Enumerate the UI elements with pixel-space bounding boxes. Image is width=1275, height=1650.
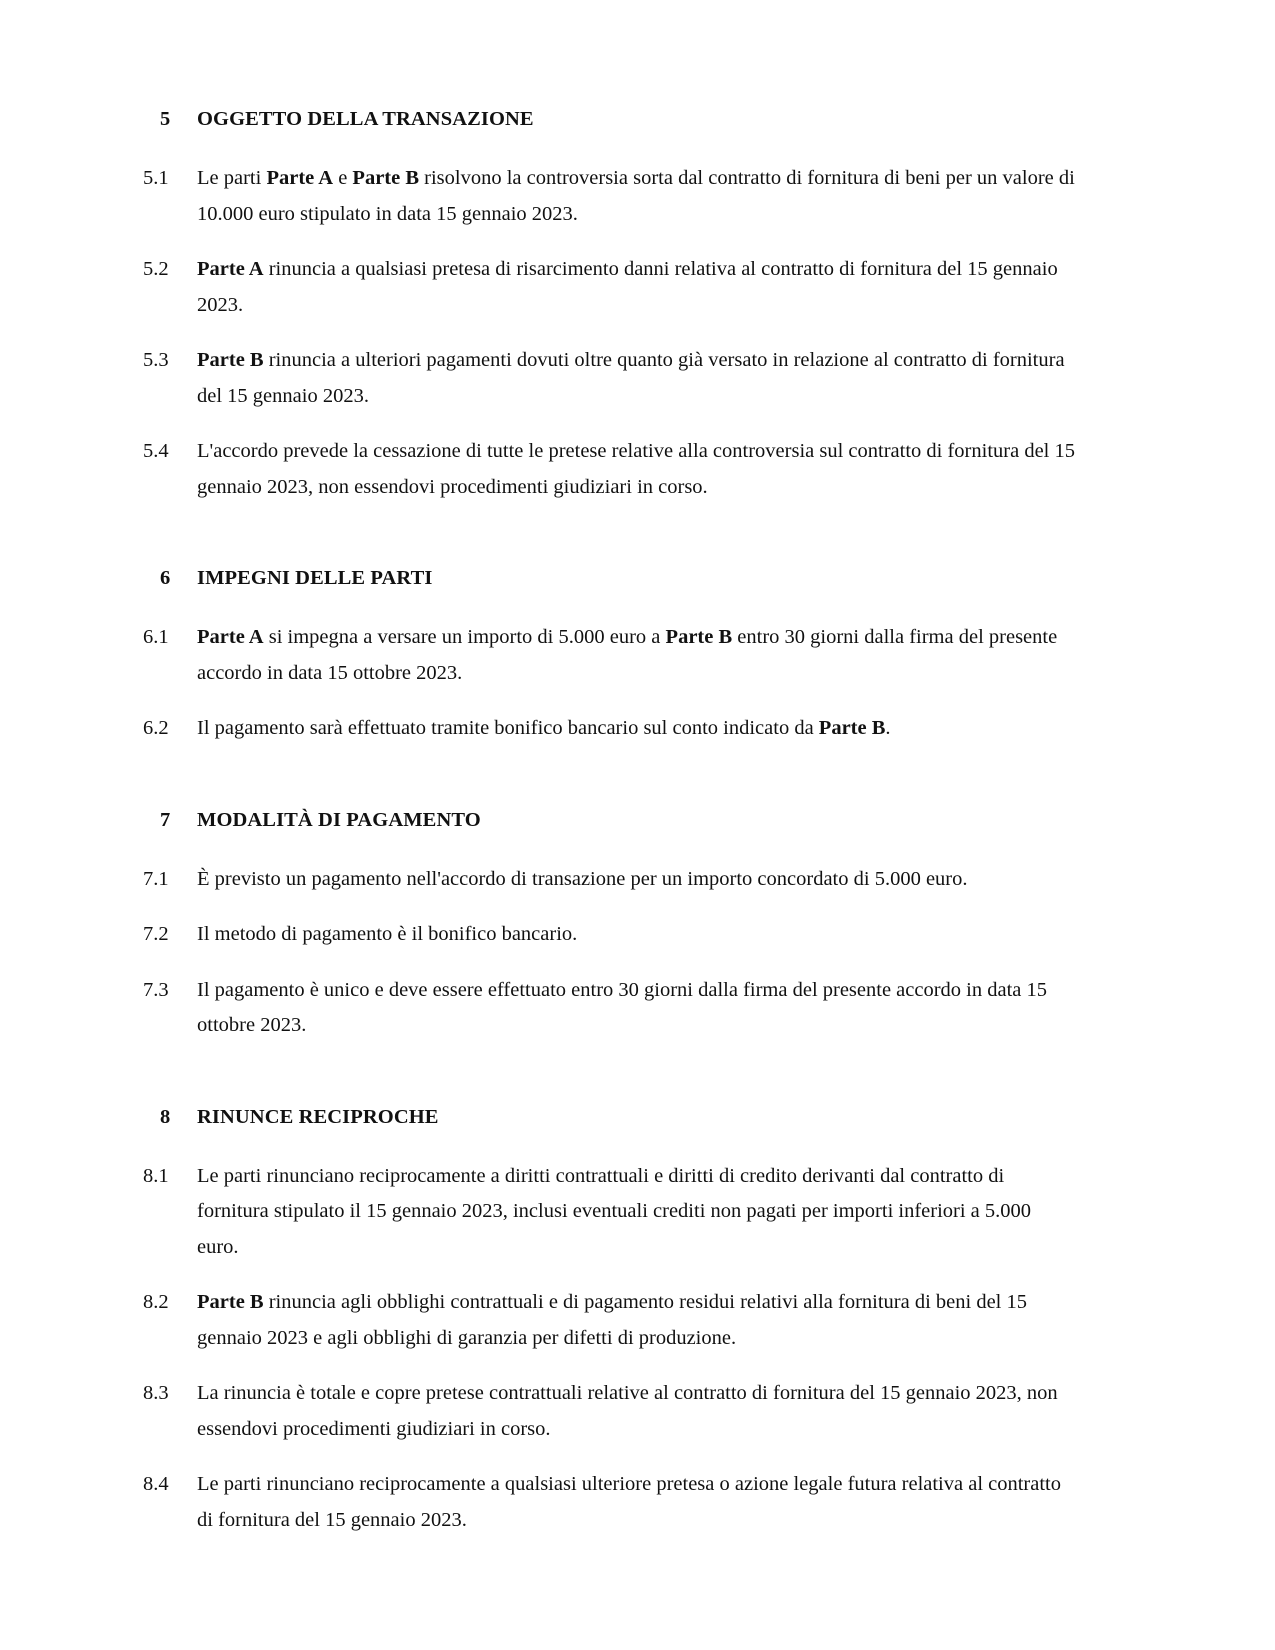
clause [143, 141, 1075, 232]
party-reference: Parte B [352, 167, 420, 189]
clause [143, 953, 1075, 1044]
clause-number: 7.2 [143, 923, 169, 945]
clause-text-run: L'accordo prevede la cessazione di tutte le pretese relative alla controversia sul contratto di fornitura del 15 gennaio 2023, non essendovi procedimenti giudiziari in corso. [197, 440, 1075, 498]
clause-text-run: si impegna a versare un importo di 5.000 euro a [263, 626, 666, 648]
clause-number: 6.1 [143, 626, 169, 648]
clause-text-run: rinuncia agli obblighi contrattuali e di pagamento residui relativi alla fornitura di beni del 15 gennaio 2023 e agli obblighi di garanzia per difetti di produzione. [197, 1291, 1028, 1349]
clause-text [197, 161, 1075, 232]
clause [143, 600, 1075, 691]
clause-text-run: Il pagamento sarà effettuato tramite bonifico bancario sul conto indicato da [197, 717, 819, 739]
document-section [143, 108, 1075, 505]
clause-text-run: risolvono la controversia sorta dal contratto di fornitura di beni per un valore di 10.000 euro stipulato in data 15 gennaio 2023. [197, 167, 1075, 225]
party-reference: Parte A [266, 167, 334, 189]
clause [143, 1356, 1075, 1447]
party-reference: Parte B [818, 717, 886, 739]
document-section [143, 809, 1075, 1044]
section-heading [143, 1106, 1075, 1129]
clause-text [197, 711, 1075, 747]
clause-text-run: e [333, 167, 353, 189]
section-heading [143, 567, 1075, 590]
clause-text [197, 1467, 1075, 1538]
clause-number: 8.4 [143, 1473, 169, 1495]
clause-text-run: rinuncia a qualsiasi pretesa di risarcimento danni relativa al contratto di fornitura del 15 gennaio 2023. [197, 258, 1058, 316]
clause-number: 7.1 [143, 867, 169, 890]
party-reference: Parte A [197, 258, 264, 280]
section-number: 5 [160, 108, 171, 130]
party-reference: Parte B [197, 349, 264, 371]
section-number: 8 [160, 1105, 171, 1128]
clause-number: 6.2 [143, 717, 169, 739]
clause-text-run: Le parti [197, 167, 267, 189]
clause-number: 5.1 [143, 167, 169, 189]
clause [143, 414, 1075, 505]
clause-text [197, 973, 1075, 1044]
clause-number: 5.3 [143, 349, 169, 371]
clause-text [197, 252, 1075, 323]
clause-text [197, 917, 1075, 953]
clause-text [197, 1376, 1075, 1447]
clause-number: 5.4 [143, 440, 169, 462]
clause-text-run: Le parti rinunciano reciprocamente a diritti contrattuali e diritti di credito derivanti dal contratto di fornitura stipulato il 15 gennaio 2023, inclusi eventuali crediti non pagati per importi inferiori a 5.000 euro. [197, 1164, 1032, 1258]
clause-text [197, 434, 1075, 505]
document-section [143, 567, 1075, 747]
clause-text-run: Le parti rinunciano reciprocamente a qualsiasi ulteriore pretesa o azione legale futura relativa al contratto di fornitura del 15 gennaio 2023. [197, 1473, 1062, 1531]
section-number: 7 [160, 808, 171, 831]
clause [143, 232, 1075, 323]
clause [143, 842, 1075, 898]
clause-text [197, 1159, 1075, 1266]
clause-number: 8.1 [143, 1164, 169, 1187]
party-reference: Parte B [665, 626, 733, 648]
clause-text [197, 620, 1075, 691]
section-heading [143, 108, 1075, 131]
clause-text-run: È previsto un pagamento nell'accordo di transazione per un importo concordato di 5.000 euro. [197, 867, 968, 890]
clause-number: 8.3 [143, 1382, 169, 1404]
document-section [143, 1106, 1075, 1539]
clause-text [197, 862, 1075, 898]
document-body [143, 108, 1075, 1538]
clause-number: 8.2 [143, 1291, 169, 1313]
clause-text [197, 343, 1075, 414]
clause [143, 1447, 1075, 1538]
party-reference: Parte A [197, 626, 264, 648]
section-title: OGGETTO DELLA TRANSAZIONE [197, 108, 534, 130]
clause-number: 5.2 [143, 258, 169, 280]
clause-text-run: entro 30 giorni dalla firma del presente accordo in data 15 ottobre 2023. [197, 626, 1058, 684]
clause-text-run: rinuncia a ulteriori pagamenti dovuti oltre quanto già versato in relazione al contratto di fornitura del 15 gennaio 2023. [197, 349, 1065, 407]
section-title: RINUNCE RECIPROCHE [197, 1105, 439, 1128]
clause [143, 691, 1075, 747]
clause-number: 7.3 [143, 978, 169, 1001]
clause-text-run: Il pagamento è unico e deve essere effettuato entro 30 giorni dalla firma del presente accordo in data 15 ottobre 2023. [197, 978, 1048, 1036]
section-number: 6 [160, 567, 171, 589]
clause-text-run: . [885, 717, 891, 739]
section-title: MODALITÀ DI PAGAMENTO [197, 808, 481, 831]
clause [143, 1265, 1075, 1356]
clause [143, 897, 1075, 953]
clause [143, 323, 1075, 414]
clause-text-run: Il metodo di pagamento è il bonifico bancario. [197, 923, 578, 945]
section-title: IMPEGNI DELLE PARTI [197, 567, 433, 589]
clause [143, 1139, 1075, 1266]
section-heading [143, 809, 1075, 832]
clause-text [197, 1285, 1075, 1356]
clause-text-run: La rinuncia è totale e copre pretese contrattuali relative al contratto di fornitura del 15 gennaio 2023, non essendovi procedimenti giudiziari in corso. [197, 1382, 1058, 1440]
party-reference: Parte B [197, 1291, 264, 1313]
